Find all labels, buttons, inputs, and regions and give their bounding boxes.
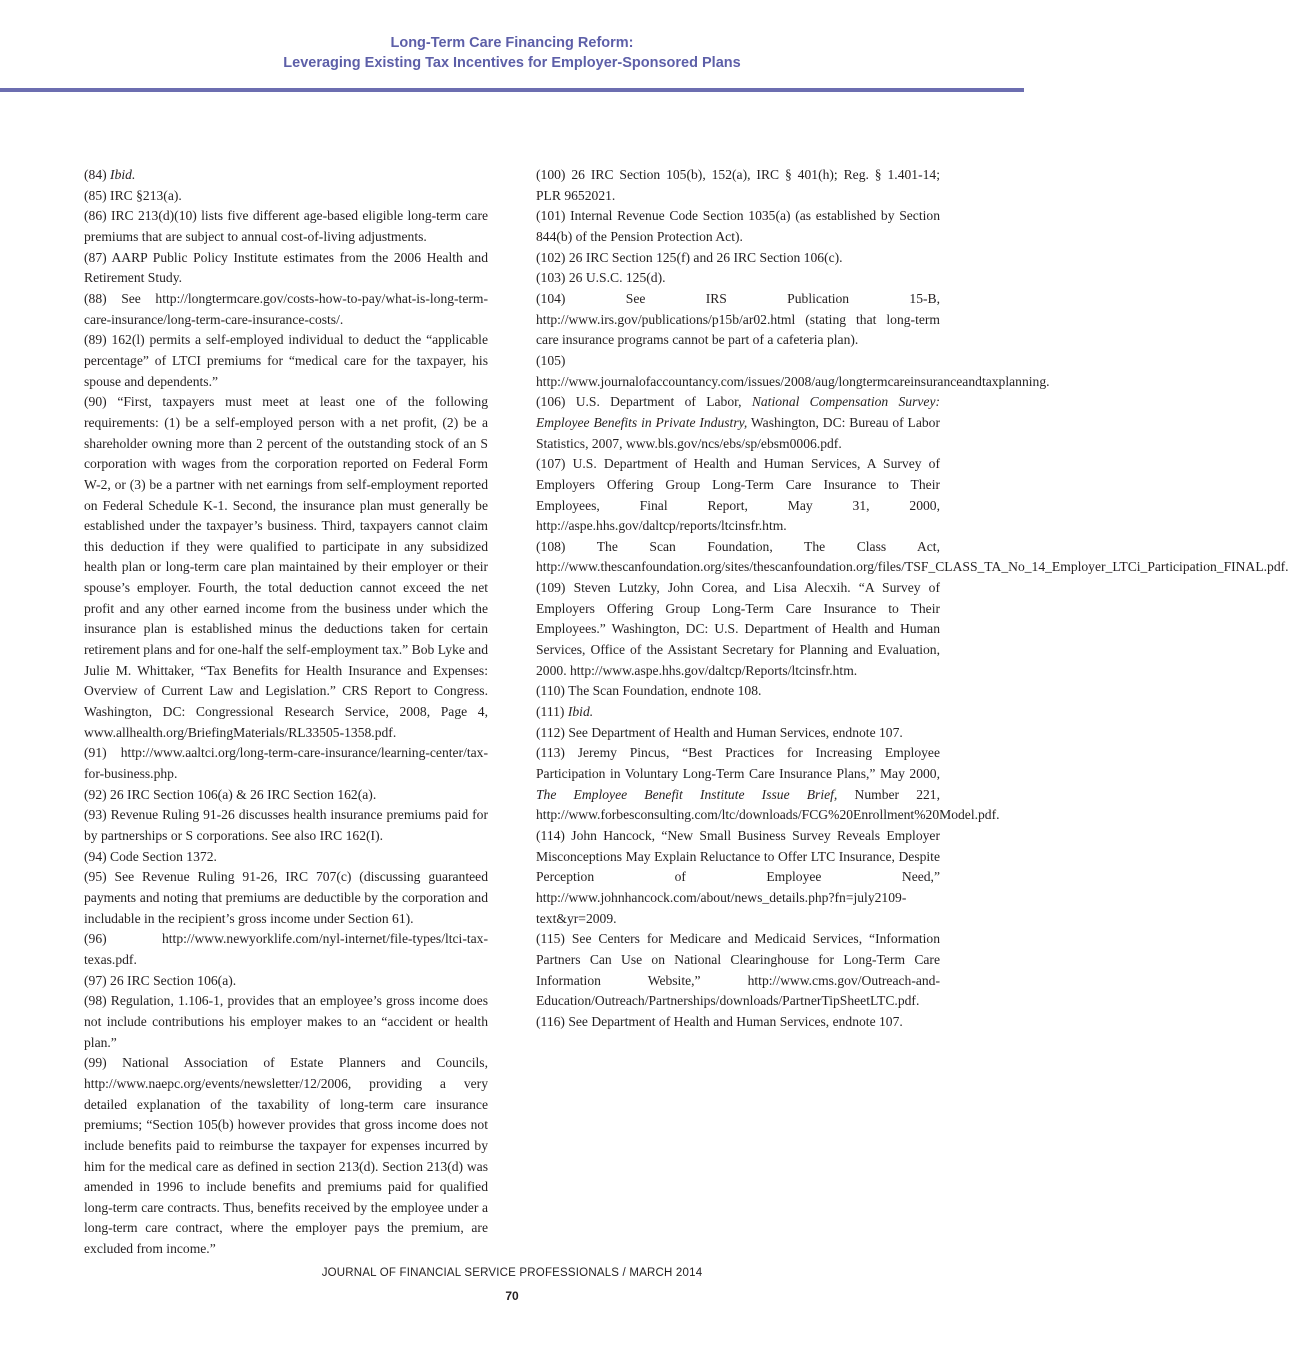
endnote bbox=[84, 785, 488, 806]
endnote bbox=[84, 971, 488, 992]
endnote bbox=[84, 805, 488, 846]
endnote bbox=[84, 867, 488, 929]
endnote-text: (97) 26 IRC Section 106(a). bbox=[84, 972, 237, 988]
endnote-text: (111) bbox=[536, 704, 568, 720]
endnote-italic-text: The Employee Benefit Institute Issue Brief, bbox=[536, 786, 838, 802]
endnote bbox=[84, 248, 488, 289]
endnote-text: Washington, DC: Bureau of Labor Statistics, 2007, www.bls.gov/ncs/ebs/sp/ebsm0006.pdf. bbox=[536, 414, 940, 451]
endnote-text: (91) http://www.aaltci.org/long-term-care-insurance/learning-center/tax-for-business.php. bbox=[84, 745, 488, 782]
header-title-line2: Leveraging Existing Tax Incentives for Employer-Sponsored Plans bbox=[283, 55, 741, 71]
endnote-text: (90) “First, taxpayers must meet at least one of the following requirements: (1) be a self-employed person with a net profit, (2) be a shareholder owning more than 2 percent of the outstanding stock of an S corporation with wages from the corporation reported on Federal Form W-2, or (3) be a partner with net earnings from self-employment reported on Federal Schedule K-1. Second, the insurance plan must generally be established under the taxpayer’s business. Third, taxpayers cannot claim this deduction if they were qualified to participate in any subsidized health plan or long-term care plan maintained by their employer or their spouse’s employer. Fourth, the total deduction cannot exceed the net profit and any other earned income from the business under which the insurance plan is established minus the deductions taken for certain retirement plans and for one-half the self-employment tax.” Bob Lyke and Julie M. Whittaker, “Tax Benefits for Health Insurance and Expenses: Overview of Current Law and Legislation.” CRS Report to Congress. Washington, DC: Congressional Research Service, 2008, Page 4, www.allhealth.org/BriefingMaterials/RL33505-1358.pdf. bbox=[84, 394, 488, 740]
endnote-text: (84) bbox=[84, 167, 111, 182]
endnote-text: (113) Jeremy Pincus, “Best Practices for Increasing Employee Participation in Voluntary Long-Term Care Insurance Plans,” May 2000, bbox=[536, 745, 940, 782]
page-number: 70 bbox=[505, 1289, 519, 1303]
endnote-text: (98) Regulation, 1.106-1, provides that an employee’s gross income does not include contributions his employer makes to an “accident or health plan.” bbox=[84, 993, 488, 1050]
endnote bbox=[84, 743, 488, 784]
endnote-text: (108) The Scan Foundation, The Class Act, http://www.thescanfoundation.org/sites/thescanfoundation.org/files/TSF_CLASS_TA_No_14_Employer_LTCi_Participation_FINAL.pdf. bbox=[536, 538, 1289, 575]
endnote-italic-text: Ibid. bbox=[567, 704, 594, 720]
endnote-text: (106) U.S. Department of Labor, bbox=[536, 394, 752, 410]
endnote bbox=[536, 537, 1289, 578]
endnote-text: (112) See Department of Health and Human Services, endnote 107. bbox=[536, 724, 903, 740]
footer-journal: JOURNAL OF FINANCIAL SERVICE PROFESSIONALS / MARCH 2014 bbox=[321, 1267, 703, 1279]
endnote bbox=[536, 248, 940, 269]
endnote bbox=[536, 289, 940, 351]
endnote-text: (101) Internal Revenue Code Section 1035(a) (as established by Section 844(b) of the Pension Protection Act). bbox=[536, 208, 940, 244]
endnote bbox=[536, 929, 940, 1012]
endnote bbox=[536, 723, 940, 744]
endnote bbox=[536, 454, 940, 537]
endnotes-left-column bbox=[84, 165, 488, 1260]
endnote-text: (109) Steven Lutzky, John Corea, and Lisa Alecxih. “A Survey of Employers Offering Group Long-Term Care Insurance to Their Employees.” Washington, DC: U.S. Department of Health and Human Services, Office of the Assistant Secretary for Planning and Evaluation, 2000. http://www.aspe.hhs.gov/daltcp/Reports/ltcinsfr.htm. bbox=[536, 580, 940, 678]
endnote-text: (116) See Department of Health and Human Services, endnote 107. bbox=[536, 1013, 903, 1029]
endnote-text: (114) John Hancock, “New Small Business Survey Reveals Employer Misconceptions May Explain Reluctance to Offer LTC Insurance, Despite Perception of Employee Need,” http://www.johnhancock.com/about/news_details.php?fn=july2109-text&yr=2009. bbox=[536, 828, 940, 926]
endnote-text: (87) AARP Public Policy Institute estimates from the 2006 Health and Retirement Study. bbox=[84, 249, 488, 286]
endnote-text: (86) IRC 213(d)(10) lists five different age-based eligible long-term care premiums that are subject to annual cost-of-living adjustments. bbox=[84, 208, 488, 244]
endnote-text: (89) 162(l) permits a self-employed individual to deduct the “applicable percentage” of LTCI premiums for “medical care for the taxpayer, his spouse and dependents.” bbox=[84, 332, 488, 389]
endnote bbox=[536, 1012, 940, 1033]
endnote bbox=[536, 826, 940, 929]
endnote bbox=[84, 186, 488, 207]
endnote-text: Number 221, http://www.forbesconsulting.com/ltc/downloads/FCG%20Enrollment%20Model.pdf. bbox=[536, 786, 1000, 823]
endnote bbox=[536, 578, 940, 681]
endnote-text: (105) http://www.journalofaccountancy.com/issues/2008/aug/longtermcareinsuranceandtaxplanning. bbox=[536, 352, 1050, 389]
endnote-italic-text: National Compensation Survey: Employee Benefits in Private Industry, bbox=[536, 394, 941, 430]
endnote-text: (110) The Scan Foundation, endnote 108. bbox=[536, 683, 762, 699]
endnote bbox=[84, 165, 488, 186]
endnote-text: (99) National Association of Estate Planners and Councils, http://www.naepc.org/events/newsletter/12/2006, providing a very detailed explanation of the taxability of long-term care insurance premiums; “Section 105(b) however provides that gross income does not include benefits paid to reimburse the taxpayer for expenses incurred by him for the medical care as defined in section 213(d). Section 213(d) was amended in 1996 to include benefits and premiums paid for qualified long-term care contracts. Thus, benefits received by the employee under a long-term care contract, where the employer pays the premium, are excluded from income.” bbox=[84, 1055, 488, 1257]
endnote bbox=[536, 206, 940, 247]
endnote bbox=[84, 1053, 488, 1260]
endnote-text: (115) See Centers for Medicare and Medicaid Services, “Information Partners Can Use on National Clearinghouse for Long-Term Care Information Website,” http://www.cms.gov/Outreach-and-Education/Outreach/Partnerships/downloads/PartnerTipSheetLTC.pdf. bbox=[536, 931, 940, 1009]
endnote-text: (88) See http://longtermcare.gov/costs-how-to-pay/what-is-long-term-care-insurance/long-term-care-insurance-costs/. bbox=[84, 290, 488, 327]
header-title-line1: Long-Term Care Financing Reform: bbox=[390, 35, 634, 51]
endnotes-right-column bbox=[536, 165, 1289, 1033]
endnote bbox=[84, 847, 488, 868]
endnote bbox=[536, 743, 1000, 826]
endnote bbox=[536, 702, 940, 723]
endnote-text: (85) IRC §213(a). bbox=[84, 187, 182, 203]
endnote-text: (103) 26 U.S.C. 125(d). bbox=[536, 270, 666, 286]
endnote-italic-text: Ibid. bbox=[110, 167, 136, 182]
endnote bbox=[84, 206, 488, 247]
header-divider bbox=[0, 88, 1024, 92]
endnote-text: (95) See Revenue Ruling 91-26, IRC 707(c) (discussing guaranteed payments and noting that premiums are deductible by the corporation and includable in the recipient’s gross income under Section 61). bbox=[84, 869, 488, 926]
endnote bbox=[84, 330, 488, 392]
endnote-text: (92) 26 IRC Section 106(a) & 26 IRC Section 162(a). bbox=[84, 786, 377, 802]
endnote-text: (100) 26 IRC Section 105(b), 152(a), IRC § 401(h); Reg. § 1.401-14; PLR 9652021. bbox=[536, 167, 940, 203]
endnote bbox=[84, 929, 488, 970]
endnote bbox=[536, 351, 1050, 392]
endnote bbox=[84, 991, 488, 1053]
endnote bbox=[536, 268, 940, 289]
endnote-text: (93) Revenue Ruling 91-26 discusses health insurance premiums paid for by partnerships or S corporations. See also IRC 162(I). bbox=[84, 807, 488, 843]
endnote-text: (94) Code Section 1372. bbox=[84, 848, 217, 864]
endnote-text: (96) http://www.newyorklife.com/nyl-internet/file-types/ltci-tax-texas.pdf. bbox=[84, 931, 488, 967]
endnote bbox=[84, 289, 488, 330]
endnote-text: (102) 26 IRC Section 125(f) and 26 IRC Section 106(c). bbox=[536, 249, 843, 265]
endnote bbox=[84, 392, 488, 743]
endnote-text: (107) U.S. Department of Health and Human Services, A Survey of Employers Offering Group Long-Term Care Insurance to Their Employees, Final Report, May 31, 2000, http://aspe.hhs.gov/daltcp/reports/ltcinsfr.htm. bbox=[536, 456, 940, 534]
endnote-text: (104) See IRS Publication 15-B, http://www.irs.gov/publications/p15b/ar02.html (stating that long-term care insurance programs cannot be part of a cafeteria plan). bbox=[536, 290, 940, 348]
endnote bbox=[536, 165, 940, 206]
endnote bbox=[536, 392, 940, 454]
endnote bbox=[536, 681, 940, 702]
